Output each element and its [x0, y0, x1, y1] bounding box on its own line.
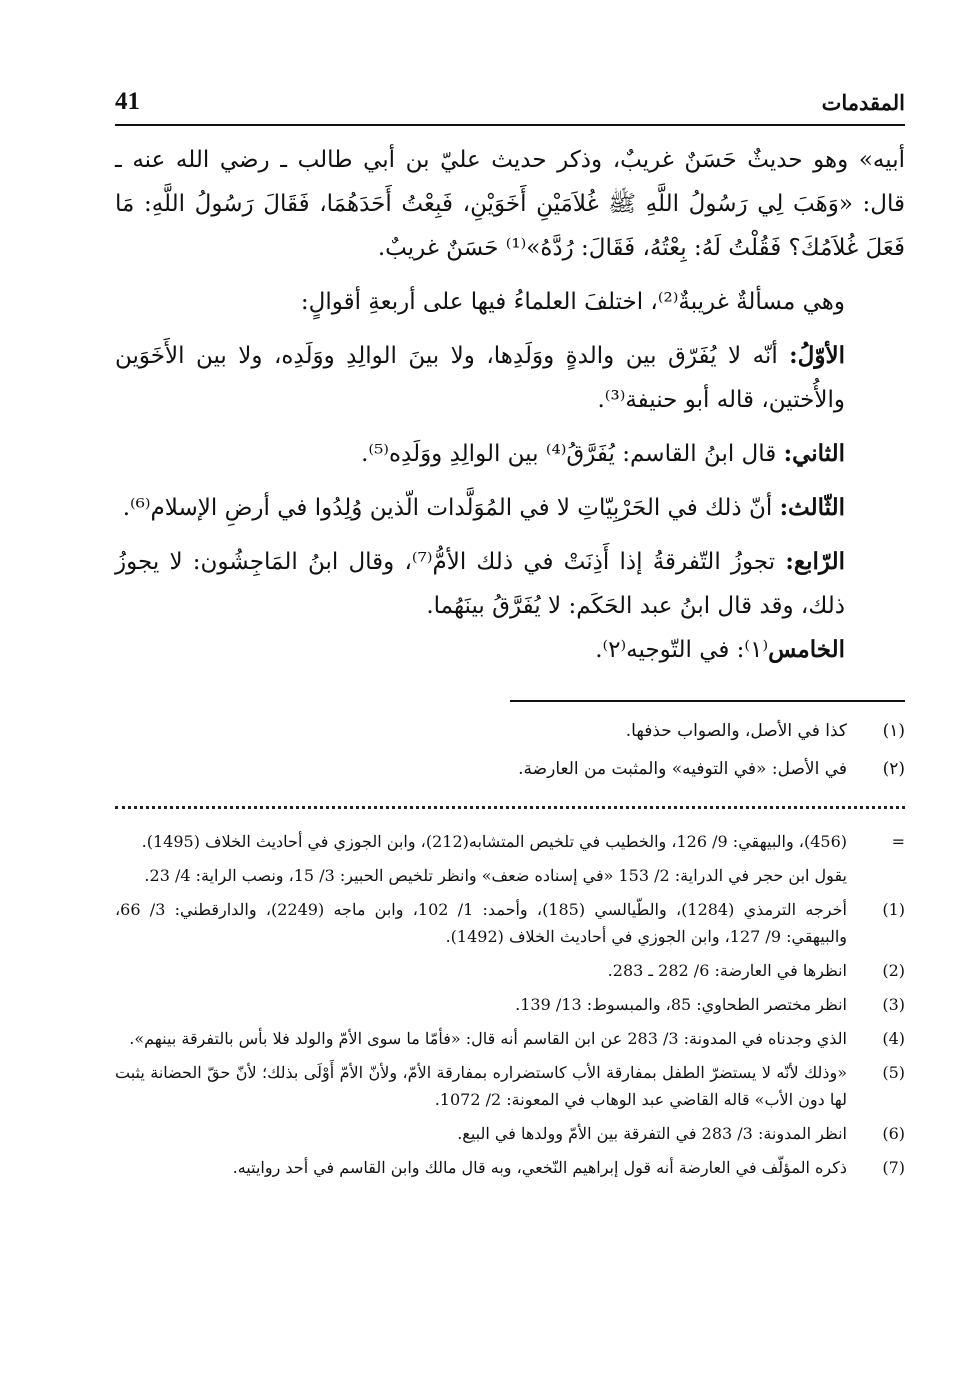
footnote-text: كذا في الأصل، والصواب حذفها.: [625, 721, 847, 741]
main-text: [115, 138, 905, 672]
footnote-number: (7): [882, 1158, 905, 1177]
opinion-4-label: الرّابع:: [785, 548, 845, 575]
footnote-number: [847, 862, 905, 889]
footnote-text: انظر مختصر الطحاوي: 85، والمبسوط: 13/ 139.: [515, 995, 847, 1014]
paragraph-opinion-2: [115, 432, 905, 476]
footnote-number: (1): [882, 900, 905, 919]
footnote-text: (456)، والبيهقي: 9/ 126، والخطيب في تلخيص المتشابه(212)، وابن الجوزي في أحاديث الخلاف (1495).: [141, 832, 847, 851]
editor-footnotes: [115, 712, 905, 788]
footnote-item: [115, 957, 905, 984]
paragraph-opinion-1: [115, 334, 905, 422]
footnote-item: [115, 862, 905, 889]
footnote-number: (6): [882, 1124, 905, 1143]
paragraph-1-line-3: غُلاَمُكَ؟ فَقُلْتُ لَهُ: بِعْتُهُ، فَقَالَ: رُدَّهُ»⁽¹⁾ حَسَنٌ غريبٌ.: [377, 235, 859, 261]
footnote-number: (2): [882, 961, 905, 980]
footnote-text: يقول ابن حجر في الدراية: 2/ 153 «في إسناده ضعف» وانظر تلخيص الحبير: 3/ 15، ونصب الراية: 4/ 23.: [144, 866, 847, 885]
opinion-4-text: تجوزُ التّفرقةُ إذا أَذِنَتْ في ذلك الأمُّ⁽⁷⁾، وقال ابنُ المَاجِشُون: لا يجوزُ ذلك، وقد قال ابنُ عبد الحَكَم: لا يُفَرَّقُ بينَهُما.: [115, 549, 845, 619]
footnote-number: (4): [882, 1029, 905, 1048]
footnote-item: [115, 1025, 905, 1052]
opinion-3-label: الثّالث:: [779, 494, 845, 521]
page-number: 41: [115, 88, 140, 115]
footnote-text: الذي وجدناه في المدونة: 3/ 283 عن ابن القاسم أنه قال: «فأمّا ما سوى الأمّ والولد فلا بأس بالتفرقة بينهم».: [129, 1029, 847, 1048]
paragraph-1-line-1: أبيه» وهو حديثٌ حَسَنٌ غريبٌ، وذكر حديث عليّ بن أبي طالب ـ رضي الله عنه ـ قال:: [115, 147, 905, 217]
paragraph-opinion-4: [115, 540, 905, 628]
paragraph-opinion-3: [115, 486, 905, 530]
running-head: المقدمات: [821, 90, 905, 115]
footnote-separator: [510, 700, 905, 702]
footnote-number: (3): [882, 995, 905, 1014]
page-header: [115, 88, 905, 126]
footnote-item: [115, 896, 905, 950]
footnote-number: (١): [882, 721, 905, 741]
footnote-text: انظر المدونة: 3/ 283 في التفرقة بين الأمّ وولدها في البيع.: [457, 1124, 847, 1143]
opinion-3-text: أنّ ذلك في الحَرْبِيّاتِ لا في المُوَلَّدات الّذين وُلِدُوا في أرضِ الإسلام⁽⁶⁾.: [122, 495, 780, 521]
footnote-item: [115, 750, 905, 788]
paragraph-1-line-2: «وَهَبَ لِي رَسُولُ اللَّهِ ﷺ غُلاَمَيْنِ أَخَوَيْنِ، فَبِعْتُ أَحَدَهُمَا، فَقَالَ رَسُولُ اللَّهِ: مَا فَعَلَ: [115, 191, 905, 261]
footnote-item: [115, 1120, 905, 1147]
footnote-item: [115, 1059, 905, 1113]
footnote-item: [115, 1154, 905, 1181]
dotted-divider: [115, 806, 905, 809]
footnote-text: في الأصل: «في التوفيه» والمثبت من العارضة.: [518, 759, 847, 779]
opinion-5-text: ⁽١⁾: في التّوجيه⁽٢⁾.: [595, 637, 769, 663]
footnote-item: [115, 828, 905, 855]
opinion-1-label: الأوّلُ:: [789, 342, 845, 369]
footnote-number: =: [891, 832, 905, 851]
footnote-item: [115, 991, 905, 1018]
paragraph-1: [115, 138, 905, 270]
footnote-text: أخرجه الترمذي (1284)، والطّيالسي (185)، وأحمد: 1/ 102، وابن ماجه (2249)، والدارقطني: 3/ 66، والبيهقي: 9/ 127، وابن الجوزي في أحاديث الخلاف (1492).: [115, 900, 847, 946]
opinion-2-label: الثاني:: [783, 440, 845, 467]
source-footnotes: [115, 828, 905, 1188]
opinion-2-text: قال ابنُ القاسم: يُفَرَّقُ⁽⁴⁾ بين الوالِدِ ووَلَدِه⁽⁵⁾.: [361, 441, 784, 467]
footnote-number: (5): [882, 1063, 905, 1082]
footnote-text: انظرها في العارضة: 6/ 282 ـ 283.: [607, 961, 847, 980]
footnote-number: (٢): [882, 759, 905, 779]
opinion-5-label: الخامس: [768, 636, 845, 663]
footnote-text: «وذلك لأنّه لا يستضرّ الطفل بمفارقة الأب كاستضراره بمفارقة الأمّ، ولأنّ الأمّ أَوْلَى بذلك؛ لأنّ حقّ الحضانة يثبت لها دون الأب» قاله القاضي عبد الوهاب في المعونة: 2/ 1072.: [115, 1063, 848, 1109]
paragraph-opinion-5: [115, 628, 905, 672]
paragraph-2: وهي مسألةٌ غريبةٌ⁽²⁾، اختلفَ العلماءُ فيها على أربعةِ أقوالٍ:: [300, 289, 845, 315]
opinion-1-text: أنّه لا يُفَرّق بين والدةٍ ووَلَدِها، ولا بينَ الوالِدِ ووَلَدِه، ولا بين الأَخَوَين والأُختين، قاله أبو حنيفة⁽³⁾.: [115, 343, 845, 413]
footnote-item: [115, 712, 905, 750]
footnote-text: ذكره المؤلّف في العارضة أنه قول إبراهيم النّخعي، وبه قال مالك وابن القاسم في أحد روايتيه.: [232, 1158, 847, 1177]
